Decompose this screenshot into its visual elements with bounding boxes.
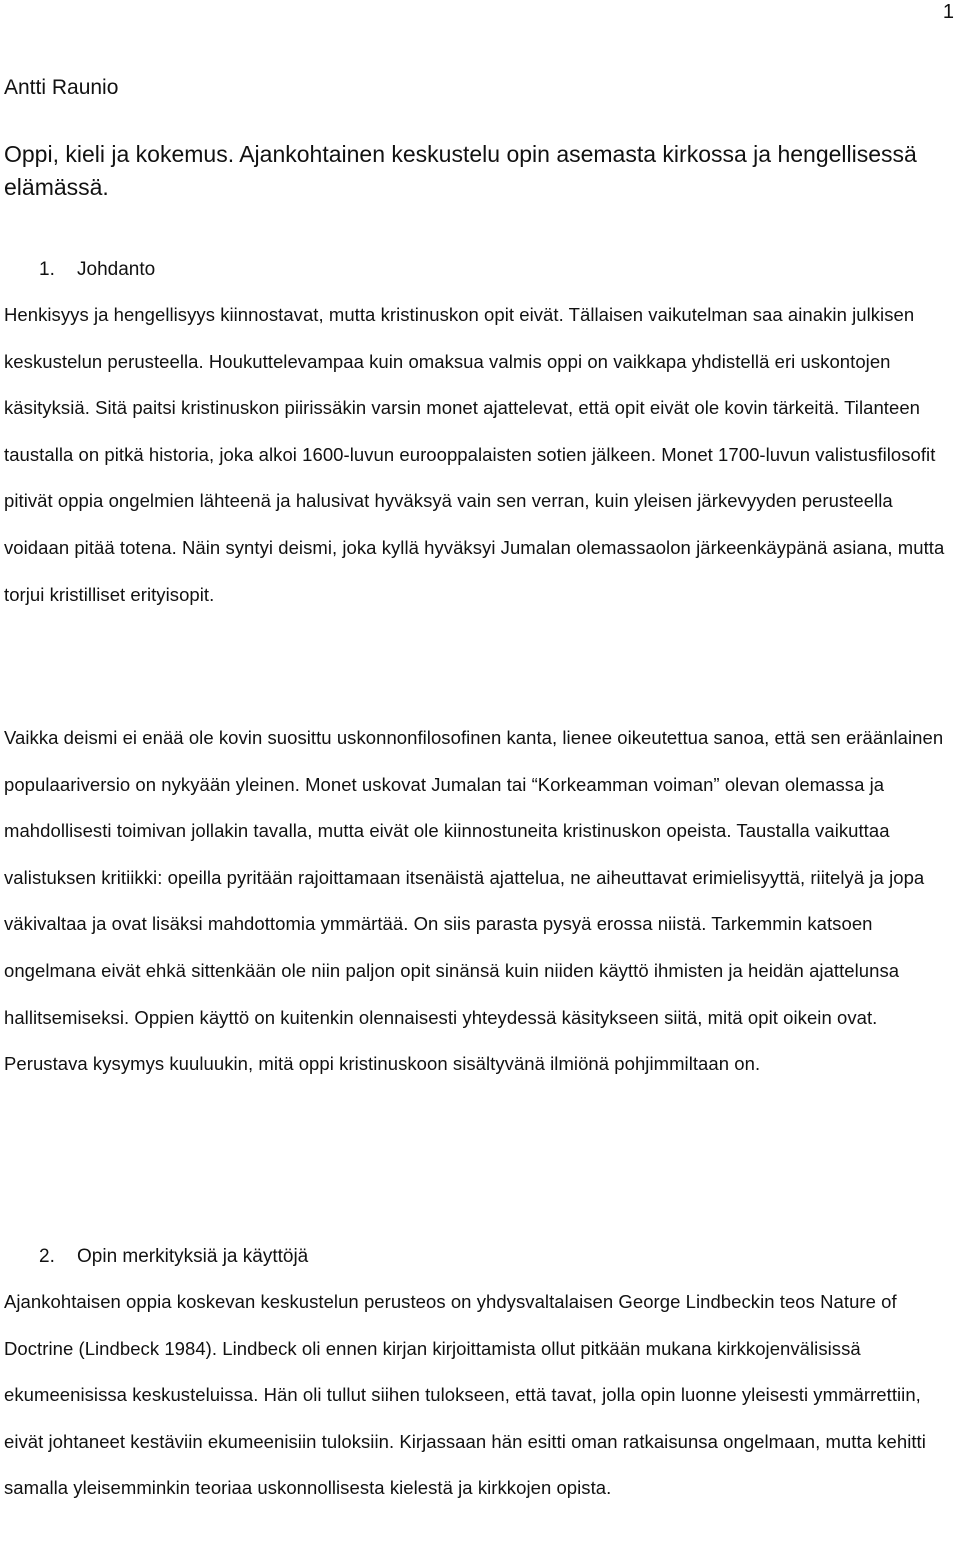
section-heading-text: Opin merkityksiä ja käyttöjä xyxy=(77,1246,309,1267)
section-number: 1. xyxy=(39,259,55,280)
document-title: Oppi, kieli ja kokemus. Ajankohtainen keskustelu opin asemasta kirkossa ja hengellisessä elämässä. xyxy=(4,141,917,200)
section-heading-doctrine-meanings xyxy=(39,1245,308,1269)
author-name: Antti Raunio xyxy=(4,76,119,99)
paragraph: Vaikka deismi ei enää ole kovin suosittu uskonnonfilosofinen kanta, lienee oikeutettua sanoa, että sen eräänlainen populaariversio on nykyään yleinen. Monet uskovat Jumalan tai “Korkeamman voiman” olevan olemassa ja mahdollisesti toimivan jollakin tavalla, mutta eivät ole kiinnostuneita kristinuskon opeista. Taustalla vaikuttaa valistuksen kritiikki: opeilla pyritään rajoittamaan itsenäistä ajattelua, ne aiheuttavat erimielisyyttä, riitelyä ja jopa väkivaltaa ja ovat lisäksi mahdottomia ymmärtää. On siis parasta pysyä erossa niistä. Tarkemmin katsoen ongelmana eivät ehkä sittenkään ole niin paljon opit sinänsä kuin niiden käyttö ihmisten ja heidän ajattelunsa hallitsemiseksi. Oppien käyttö on kuitenkin olennaisesti yhteydessä käsitykseen siitä, mitä opit oikein ovat. Perustava kysymys kuuluukin, mitä oppi kristinuskoon sisältyvänä ilmiönä pohjimmiltaan on. xyxy=(4,727,944,1075)
section-heading-text: Johdanto xyxy=(77,259,156,280)
section-number: 2. xyxy=(39,1246,55,1267)
section-heading-introduction xyxy=(39,258,155,282)
paragraph: Henkisyys ja hengellisyys kiinnostavat, mutta kristinuskon opit eivät. Tällaisen vaikutelman saa ainakin julkisen keskustelun perusteella. Houkuttelevampaa kuin omaksua valmis oppi on vaikkapa yhdistellä eri uskontojen käsityksiä. Sitä paitsi kristinuskon piirissäkin varsin monet ajattelevat, että opit eivät ole kovin tärkeitä. Tilanteen taustalla on pitkä historia, joka alkoi 1600-luvun eurooppalaisten sotien jälkeen. Monet 1700-luvun valistusfilosofit pitivät oppia ongelmien lähteenä ja halusivat hyväksyä vain sen verran, kuin yleisen järkevyyden perusteella voidaan pitää totena. Näin syntyi deismi, joka kyllä hyväksyi Jumalan olemassaolon järkeenkäypänä asiana, mutta torjui kristilliset erityisopit. xyxy=(4,304,945,605)
paragraph: Ajankohtaisen oppia koskevan keskustelun perusteos on yhdysvaltalaisen George Lindbeckin teos Nature of Doctrine (Lindbeck 1984). Lindbeck oli ennen kirjan kirjoittamista ollut pitkään mukana kirkkojenvälisissä ekumeenisissa keskusteluissa. Hän oli tullut siihen tulokseen, että tavat, jolla opin luonne yleisesti ymmärrettiin, eivät johtaneet kestäviin ekumeenisiin tuloksiin. Kirjassaan hän esitti oman ratkaisunsa ongelmaan, mutta kehitti samalla yleisemminkin teoriaa uskonnollisesta kielestä ja kirkkojen opista. xyxy=(4,1291,926,1499)
page-number: 1 xyxy=(942,1,954,23)
